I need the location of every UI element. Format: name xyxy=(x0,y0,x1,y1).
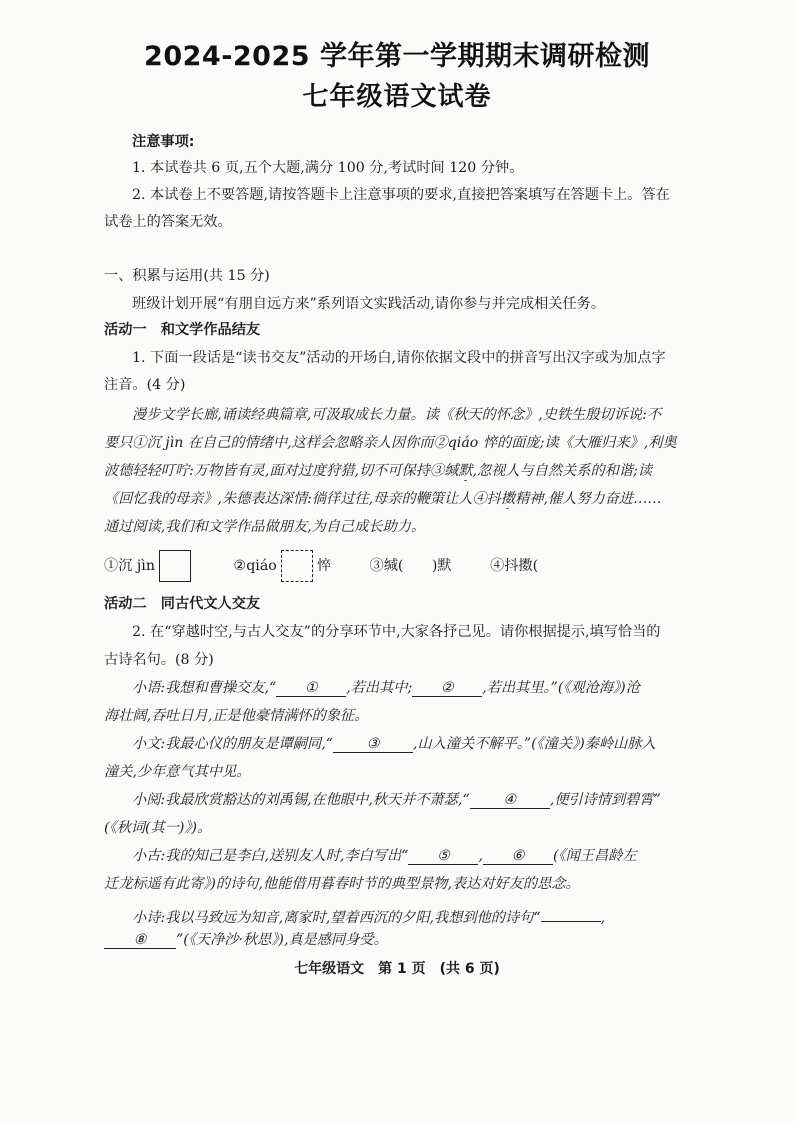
passage-line-3 xyxy=(104,461,716,481)
question-1-cont: 注音。(4 分) xyxy=(104,377,186,393)
question-2: 2. 在“穿越时空,与古人交友”的分享环节中,大家各抒己见。请你根据提示,填写恰当的 xyxy=(132,624,661,640)
xiaoyue-line xyxy=(132,790,716,810)
dialog-text: ,山入潼关不解平。”(《潼关》)秦岭山脉入 xyxy=(412,736,656,752)
passage-text: ,忽视人与自然关系的和谐;读 xyxy=(472,463,653,479)
passage-text: 精神,催人努力奋进…… xyxy=(515,491,662,507)
dialog-text: , xyxy=(600,910,606,926)
answer-label: ②qiáo xyxy=(233,558,277,574)
answer-label: ①沉 jìn xyxy=(104,558,155,574)
notice-item-1: 1. 本试卷共 6 页,五个大题,满分 100 分,考试时间 120 分钟。 xyxy=(132,160,524,176)
blank-3[interactable]: ③ xyxy=(333,735,413,753)
answer-item-1 xyxy=(104,558,195,574)
dialog-text: ,若出其中; xyxy=(346,680,413,696)
dialog-text: 小古:我的知己是李白,送别友人时,李白写出“ xyxy=(132,848,409,864)
activity-1-heading: 活动一 和文学作品结友 xyxy=(104,322,261,338)
answer-item-4: ④抖擞( xyxy=(490,558,539,574)
blank-6[interactable]: ⑥ xyxy=(483,847,553,865)
xiaoshi-line-cont xyxy=(104,930,716,950)
passage-text: 波德轻轻叮咛:万物皆有灵,面对过度狩猎,切不可保持③缄 xyxy=(104,463,459,479)
answer-box-2[interactable] xyxy=(281,550,313,582)
notice-item-2: 2. 本试卷上不要答题,请按答题卡上注意事项的要求,直接把答案填写在答题卡上。答在 xyxy=(132,187,670,203)
blank-5[interactable]: ⑤ xyxy=(408,847,478,865)
dialog-text: ,若出其里。”(《观沧海》)沧 xyxy=(482,680,640,696)
activity-2-heading: 活动二 同古代文人交友 xyxy=(104,596,261,612)
notice-item-2-cont: 试卷上的答案无效。 xyxy=(104,214,232,230)
blank-1[interactable]: ① xyxy=(276,679,346,697)
passage-line-1: 漫步文学长廊,诵读经典篇章,可汲取成长力量。读《秋天的怀念》,史铁生殷切诉说:不 xyxy=(132,407,662,423)
xiaogu-line xyxy=(132,846,716,866)
dialog-text: 小诗:我以马致远为知音,离家时,望着西沉的夕阳,我想到他的诗句“ xyxy=(132,910,541,926)
dialog-text: 小文:我最心仪的朋友是谭嗣同,“ xyxy=(132,736,333,752)
dialog-text: 小阅:我最欣赏豁达的刘禹锡,在他眼中,秋天并不萧瑟,“ xyxy=(132,792,470,808)
xiaogu-line-cont: 迁龙标遥有此寄》)的诗句,他能借用暮春时节的典型景物,表达对好友的思念。 xyxy=(104,876,580,892)
xiaowen-line-cont: 潼关,少年意气其中见。 xyxy=(104,764,251,780)
answer-tail: 悴 xyxy=(316,558,332,574)
passage-line-4 xyxy=(104,489,716,509)
answer-box-1[interactable] xyxy=(159,550,191,582)
dialog-text: 小语:我想和曹操交友,“ xyxy=(132,680,277,696)
xiaoyu-line-cont: 海壮阔,吞吐日月,正是他豪情满怀的象征。 xyxy=(104,708,369,724)
exam-subtitle: 七年级语文试卷 xyxy=(302,82,492,112)
blank-7[interactable] xyxy=(541,904,601,922)
dotted-char: 默 xyxy=(458,463,473,479)
blank-2[interactable]: ② xyxy=(412,679,482,697)
xiaoyue-line-cont: (《秋词(其一)》)。 xyxy=(104,820,212,836)
section-1-intro: 班级计划开展“有朋自远方来”系列语文实践活动,请你参与并完成相关任务。 xyxy=(132,296,606,312)
dialog-text: ”(《天净沙·秋思》),真是感同身受。 xyxy=(176,932,388,948)
answer-item-3: ③缄( )默 xyxy=(369,558,452,574)
dialog-text: (《闻王昌龄左 xyxy=(552,848,637,864)
passage-line-5: 通过阅读,我们和文学作品做朋友,为自己成长助力。 xyxy=(104,519,426,535)
question-1: 1. 下面一段话是“读书交友”活动的开场白,请你依据文段中的拼音写出汉字或为加点字 xyxy=(132,350,666,366)
answer-item-2 xyxy=(233,558,331,574)
xiaoshi-line xyxy=(132,904,716,928)
passage-text: 《回忆我的母亲》,朱德表达深情:徜徉过往,母亲的鞭策让人④抖 xyxy=(104,491,501,507)
section-1-heading: 一、积累与运用(共 15 分) xyxy=(104,268,270,284)
dotted-char: 擞 xyxy=(500,491,516,507)
dialog-text: ,便引诗情到碧霄” xyxy=(549,792,661,808)
answer-row-1 xyxy=(104,548,716,584)
xiaowen-line xyxy=(132,734,716,754)
passage-line-2: 要只①沉 jìn 在自己的情绪中,这样会忽略亲人因你而②qiáo 悴的面庞;读《大雁归来》,利奥 xyxy=(104,435,677,451)
exam-title: 2024-2025 学年第一学期期末调研检测 xyxy=(144,41,650,72)
dialog-text: , xyxy=(478,848,483,864)
xiaoyu-line xyxy=(132,678,716,698)
notice-heading: 注意事项: xyxy=(132,134,195,150)
blank-8[interactable]: ⑧ xyxy=(104,931,176,949)
page-footer: 七年级语文 第 1 页 (共 6 页) xyxy=(294,961,500,977)
question-2-cont: 古诗名句。(8 分) xyxy=(104,652,214,668)
blank-4[interactable]: ④ xyxy=(470,791,550,809)
